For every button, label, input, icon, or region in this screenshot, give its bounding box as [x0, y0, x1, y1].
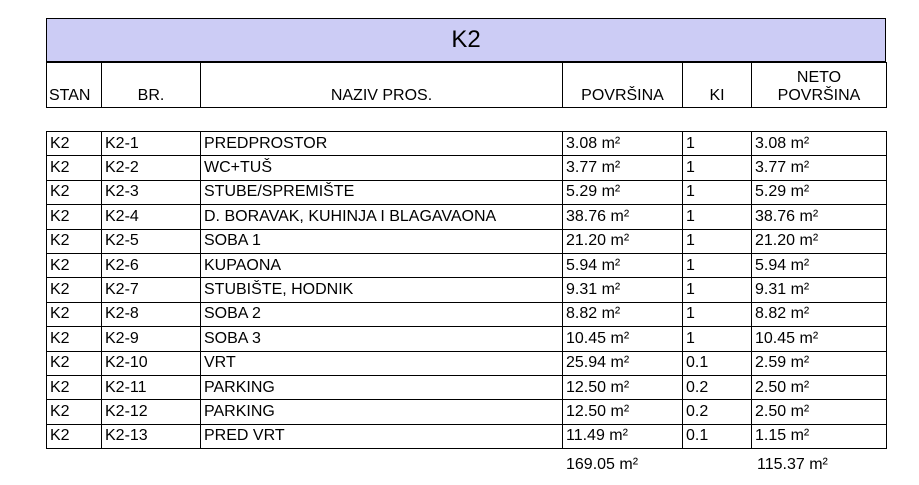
header-row: [46, 62, 887, 108]
cell-ki: 1: [683, 229, 752, 253]
table-row: [47, 229, 887, 253]
table-row: [47, 351, 887, 375]
cell-povrsina: 11.49 m²: [563, 424, 683, 448]
cell-naziv: KUPAONA: [201, 253, 563, 277]
cell-br: K2-8: [102, 302, 201, 326]
cell-ki: 1: [683, 205, 752, 229]
cell-stan: K2: [47, 375, 102, 399]
cell-neto: 5.94 m²: [752, 253, 887, 277]
header-stan: STAN: [47, 63, 102, 108]
cell-ki: 1: [683, 132, 752, 156]
cell-naziv: PREDPROSTOR: [201, 132, 563, 156]
cell-naziv: SOBA 2: [201, 302, 563, 326]
cell-naziv: STUBIŠTE, HODNIK: [201, 278, 563, 302]
header-neto-line2: POVRŠINA: [777, 87, 861, 104]
cell-naziv: WC+TUŠ: [201, 156, 563, 180]
cell-neto: 9.31 m²: [752, 278, 887, 302]
cell-br: K2-2: [102, 156, 201, 180]
cell-neto: 5.29 m²: [752, 180, 887, 204]
table-row: [47, 253, 887, 277]
cell-ki: 1: [683, 180, 752, 204]
cell-br: K2-6: [102, 253, 201, 277]
total-neto-povrsina: 115.37 m²: [757, 456, 828, 473]
cell-stan: K2: [47, 424, 102, 448]
cell-stan: K2: [47, 132, 102, 156]
cell-povrsina: 5.94 m²: [563, 253, 683, 277]
cell-stan: K2: [47, 205, 102, 229]
cell-povrsina: 12.50 m²: [563, 400, 683, 424]
cell-naziv: VRT: [201, 351, 563, 375]
cell-naziv: PRED VRT: [201, 424, 563, 448]
cell-ki: 1: [683, 278, 752, 302]
cell-ki: 1: [683, 302, 752, 326]
cell-neto: 1.15 m²: [752, 424, 887, 448]
cell-br: K2-4: [102, 205, 201, 229]
header-naziv: NAZIV PROS.: [201, 63, 563, 108]
cell-naziv: PARKING: [201, 375, 563, 399]
cell-povrsina: 5.29 m²: [563, 180, 683, 204]
cell-naziv: SOBA 3: [201, 327, 563, 351]
table-row: [47, 327, 887, 351]
cell-neto: 2.59 m²: [752, 351, 887, 375]
table-row: [47, 132, 887, 156]
cell-ki: 1: [683, 327, 752, 351]
cell-br: K2-9: [102, 327, 201, 351]
cell-br: K2-3: [102, 180, 201, 204]
cell-povrsina: 9.31 m²: [563, 278, 683, 302]
table-row: [47, 375, 887, 399]
cell-br: K2-7: [102, 278, 201, 302]
cell-stan: K2: [47, 351, 102, 375]
cell-br: K2-5: [102, 229, 201, 253]
table-row: [47, 424, 887, 448]
header-neto-line1: NETO: [796, 69, 842, 86]
header-ki: KI: [683, 63, 752, 108]
table-row: [47, 278, 887, 302]
cell-ki: 0.1: [683, 351, 752, 375]
table-row: [47, 302, 887, 326]
cell-povrsina: 3.77 m²: [563, 156, 683, 180]
cell-povrsina: 25.94 m²: [563, 351, 683, 375]
cell-neto: 2.50 m²: [752, 375, 887, 399]
rooms-table: [46, 131, 887, 449]
cell-neto: 21.20 m²: [752, 229, 887, 253]
table-row: [47, 400, 887, 424]
cell-naziv: SOBA 1: [201, 229, 563, 253]
table-title: K2: [46, 18, 886, 62]
cell-ki: 0.2: [683, 400, 752, 424]
cell-povrsina: 3.08 m²: [563, 132, 683, 156]
header-neto: [752, 63, 887, 108]
cell-br: K2-12: [102, 400, 201, 424]
total-povrsina: 169.05 m²: [566, 456, 639, 473]
cell-povrsina: 21.20 m²: [563, 229, 683, 253]
cell-ki: 1: [683, 253, 752, 277]
header-povrsina: POVRŠINA: [563, 63, 683, 108]
cell-povrsina: 10.45 m²: [563, 327, 683, 351]
cell-neto: 3.77 m²: [752, 156, 887, 180]
cell-naziv: STUBE/SPREMIŠTE: [201, 180, 563, 204]
cell-naziv: D. BORAVAK, KUHINJA I BLAGAVAONA: [201, 205, 563, 229]
cell-br: K2-10: [102, 351, 201, 375]
cell-neto: 3.08 m²: [752, 132, 887, 156]
table-row: [47, 205, 887, 229]
cell-neto: 2.50 m²: [752, 400, 887, 424]
cell-stan: K2: [47, 302, 102, 326]
cell-povrsina: 8.82 m²: [563, 302, 683, 326]
cell-neto: 10.45 m²: [752, 327, 887, 351]
cell-povrsina: 38.76 m²: [563, 205, 683, 229]
cell-stan: K2: [47, 400, 102, 424]
cell-br: K2-13: [102, 424, 201, 448]
header-br: BR.: [102, 63, 201, 108]
table-row: [47, 180, 887, 204]
cell-naziv: PARKING: [201, 400, 563, 424]
cell-ki: 0.1: [683, 424, 752, 448]
cell-stan: K2: [47, 253, 102, 277]
table-row: [47, 156, 887, 180]
cell-neto: 38.76 m²: [752, 205, 887, 229]
cell-stan: K2: [47, 229, 102, 253]
cell-stan: K2: [47, 180, 102, 204]
cell-ki: 0.2: [683, 375, 752, 399]
cell-ki: 1: [683, 156, 752, 180]
cell-stan: K2: [47, 156, 102, 180]
cell-stan: K2: [47, 278, 102, 302]
cell-povrsina: 12.50 m²: [563, 375, 683, 399]
cell-br: K2-11: [102, 375, 201, 399]
cell-stan: K2: [47, 327, 102, 351]
cell-neto: 8.82 m²: [752, 302, 887, 326]
cell-br: K2-1: [102, 132, 201, 156]
